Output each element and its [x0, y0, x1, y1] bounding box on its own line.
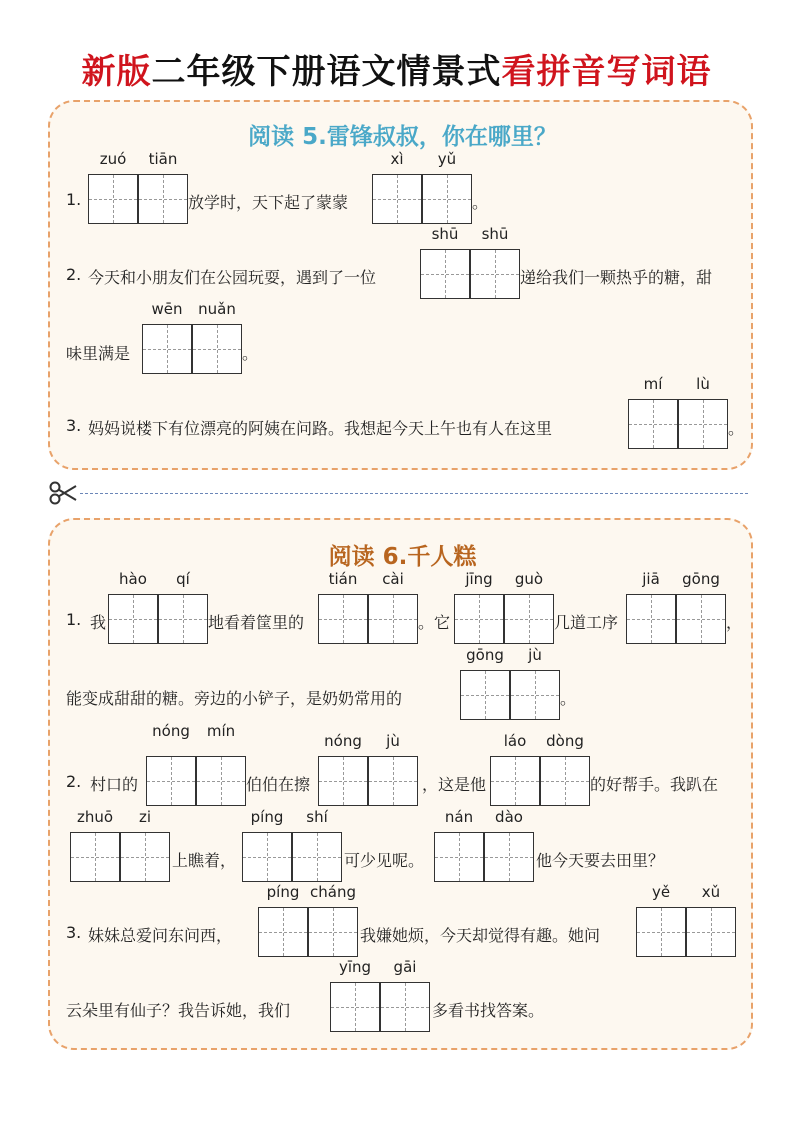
pinyin: zhuō — [76, 808, 114, 826]
writing-box[interactable] — [142, 324, 192, 374]
pinyin: shí — [306, 808, 328, 826]
sentence-text: 他今天要去田里？ — [536, 851, 665, 870]
writing-box[interactable] — [636, 907, 686, 957]
writing-box[interactable] — [372, 174, 422, 224]
sentence-text: 能变成甜甜的糖。旁边的小铲子，是奶奶常用的 — [66, 689, 403, 708]
writing-box[interactable] — [368, 594, 418, 644]
title-part-2: 二年级下册语文情景式 — [151, 52, 502, 92]
sentence-text: 多看书找答案。 — [432, 1001, 545, 1020]
pinyin: tián — [328, 570, 358, 588]
sentence-text: 递给我们一颗热乎的糖，甜 — [520, 268, 713, 287]
pinyin: nuǎn — [198, 300, 236, 318]
pinyin: dào — [495, 808, 523, 826]
sentence-text: 我嫌她烦，今天却觉得有趣。她问 — [360, 926, 601, 945]
pinyin: zi — [138, 808, 152, 826]
pinyin: shū — [481, 225, 509, 243]
writing-box[interactable] — [626, 594, 676, 644]
question-number: 1. — [66, 610, 82, 629]
writing-box[interactable] — [70, 832, 120, 882]
pinyin: yě — [651, 883, 671, 901]
writing-box[interactable] — [318, 594, 368, 644]
sentence-text: ，这是他 — [422, 775, 487, 794]
sentence-text: 村口的 — [90, 775, 139, 794]
pinyin: qí — [176, 570, 190, 588]
sentence-text: 的好帮手。我趴在 — [590, 775, 719, 794]
writing-box[interactable] — [686, 907, 736, 957]
sentence-text: 地看着筐里的 — [208, 613, 305, 632]
pinyin: xǔ — [701, 883, 721, 901]
writing-box[interactable] — [422, 174, 472, 224]
writing-box[interactable] — [628, 399, 678, 449]
pinyin: jù — [386, 732, 400, 750]
writing-box[interactable] — [434, 832, 484, 882]
writing-box[interactable] — [460, 670, 510, 720]
pinyin: píng — [250, 808, 284, 826]
writing-box[interactable] — [196, 756, 246, 806]
pinyin: xì — [390, 150, 404, 168]
writing-box[interactable] — [540, 756, 590, 806]
pinyin: nóng — [152, 722, 190, 740]
pinyin: jīng — [465, 570, 493, 588]
page-title — [0, 44, 793, 93]
pinyin: hào — [119, 570, 147, 588]
pinyin: jù — [528, 646, 542, 664]
writing-box[interactable] — [292, 832, 342, 882]
pinyin: gōng — [682, 570, 720, 588]
pinyin: wēn — [151, 300, 183, 318]
pinyin: mí — [643, 375, 663, 393]
scissors-icon — [48, 480, 78, 506]
sentence-text: 妹妹总爱问东问西， — [88, 926, 233, 945]
writing-box[interactable] — [318, 756, 368, 806]
pinyin: mín — [206, 722, 236, 740]
pinyin: dòng — [546, 732, 584, 750]
section-title: 阅读 6.千人糕 — [328, 544, 477, 570]
writing-box[interactable] — [678, 399, 728, 449]
sentence-text: ， — [726, 613, 743, 632]
writing-box[interactable] — [158, 594, 208, 644]
writing-box[interactable] — [138, 174, 188, 224]
sentence-text: 。 — [560, 689, 577, 708]
writing-box[interactable] — [120, 832, 170, 882]
pinyin: píng — [266, 883, 300, 901]
sentence-text: 妈妈说楼下有位漂亮的阿姨在问路。我想起今天上午也有人在这里 — [88, 419, 553, 438]
pinyin: láo — [503, 732, 527, 750]
sentence-text: 。它 — [418, 613, 451, 632]
writing-box[interactable] — [676, 594, 726, 644]
question-number: 2. — [66, 772, 82, 791]
sentence-text: 味里满是 — [66, 344, 131, 363]
pinyin: guò — [514, 570, 544, 588]
pinyin: gāi — [393, 958, 417, 976]
sentence-text: 可少见呢。 — [344, 851, 425, 870]
sentence-text: 放学时，天下起了蒙蒙 — [188, 193, 349, 212]
pinyin: yǔ — [437, 150, 457, 168]
sentence-text: 。 — [472, 193, 489, 212]
writing-box[interactable] — [242, 832, 292, 882]
pinyin: zuó — [99, 150, 127, 168]
reading-panel-5 — [48, 100, 753, 470]
pinyin: cài — [382, 570, 404, 588]
writing-box[interactable] — [420, 249, 470, 299]
pinyin: shū — [431, 225, 459, 243]
sentence-text: 几道工序 — [554, 613, 619, 632]
writing-box[interactable] — [380, 982, 430, 1032]
title-part-3: 看拼音写词语 — [501, 52, 712, 92]
sentence-text: 今天和小朋友们在公园玩耍，遇到了一位 — [88, 268, 377, 287]
question-number: 1. — [66, 190, 82, 209]
question-number: 2. — [66, 265, 82, 284]
writing-box[interactable] — [454, 594, 504, 644]
sentence-text: 我 — [90, 613, 107, 632]
question-number: 3. — [66, 416, 82, 435]
writing-box[interactable] — [330, 982, 380, 1032]
pinyin: nán — [444, 808, 474, 826]
title-part-1: 新版 — [81, 52, 152, 92]
reading-panel-6 — [48, 518, 753, 1050]
writing-box[interactable] — [368, 756, 418, 806]
writing-box[interactable] — [470, 249, 520, 299]
sentence-text: 伯伯在擦 — [246, 775, 311, 794]
writing-box[interactable] — [88, 174, 138, 224]
pinyin: nóng — [324, 732, 362, 750]
writing-box[interactable] — [192, 324, 242, 374]
sentence-text: 云朵里有仙子？我告诉她，我们 — [66, 1001, 291, 1020]
writing-box[interactable] — [258, 907, 308, 957]
pinyin: gōng — [466, 646, 504, 664]
writing-box[interactable] — [504, 594, 554, 644]
question-number: 3. — [66, 923, 82, 942]
writing-box[interactable] — [308, 907, 358, 957]
writing-box[interactable] — [484, 832, 534, 882]
sentence-text: 。 — [242, 344, 259, 363]
pinyin: lù — [696, 375, 710, 393]
sentence-text: 。 — [728, 419, 745, 438]
cut-line — [80, 493, 748, 494]
writing-box[interactable] — [490, 756, 540, 806]
pinyin: yīng — [338, 958, 372, 976]
writing-box[interactable] — [510, 670, 560, 720]
writing-box[interactable] — [146, 756, 196, 806]
writing-box[interactable] — [108, 594, 158, 644]
pinyin: cháng — [310, 883, 356, 901]
sentence-text: 上瞧着， — [172, 851, 237, 870]
section-title: 阅读 5.雷锋叔叔，你在哪里？ — [248, 124, 557, 150]
pinyin: jiā — [642, 570, 660, 588]
pinyin: tiān — [148, 150, 178, 168]
